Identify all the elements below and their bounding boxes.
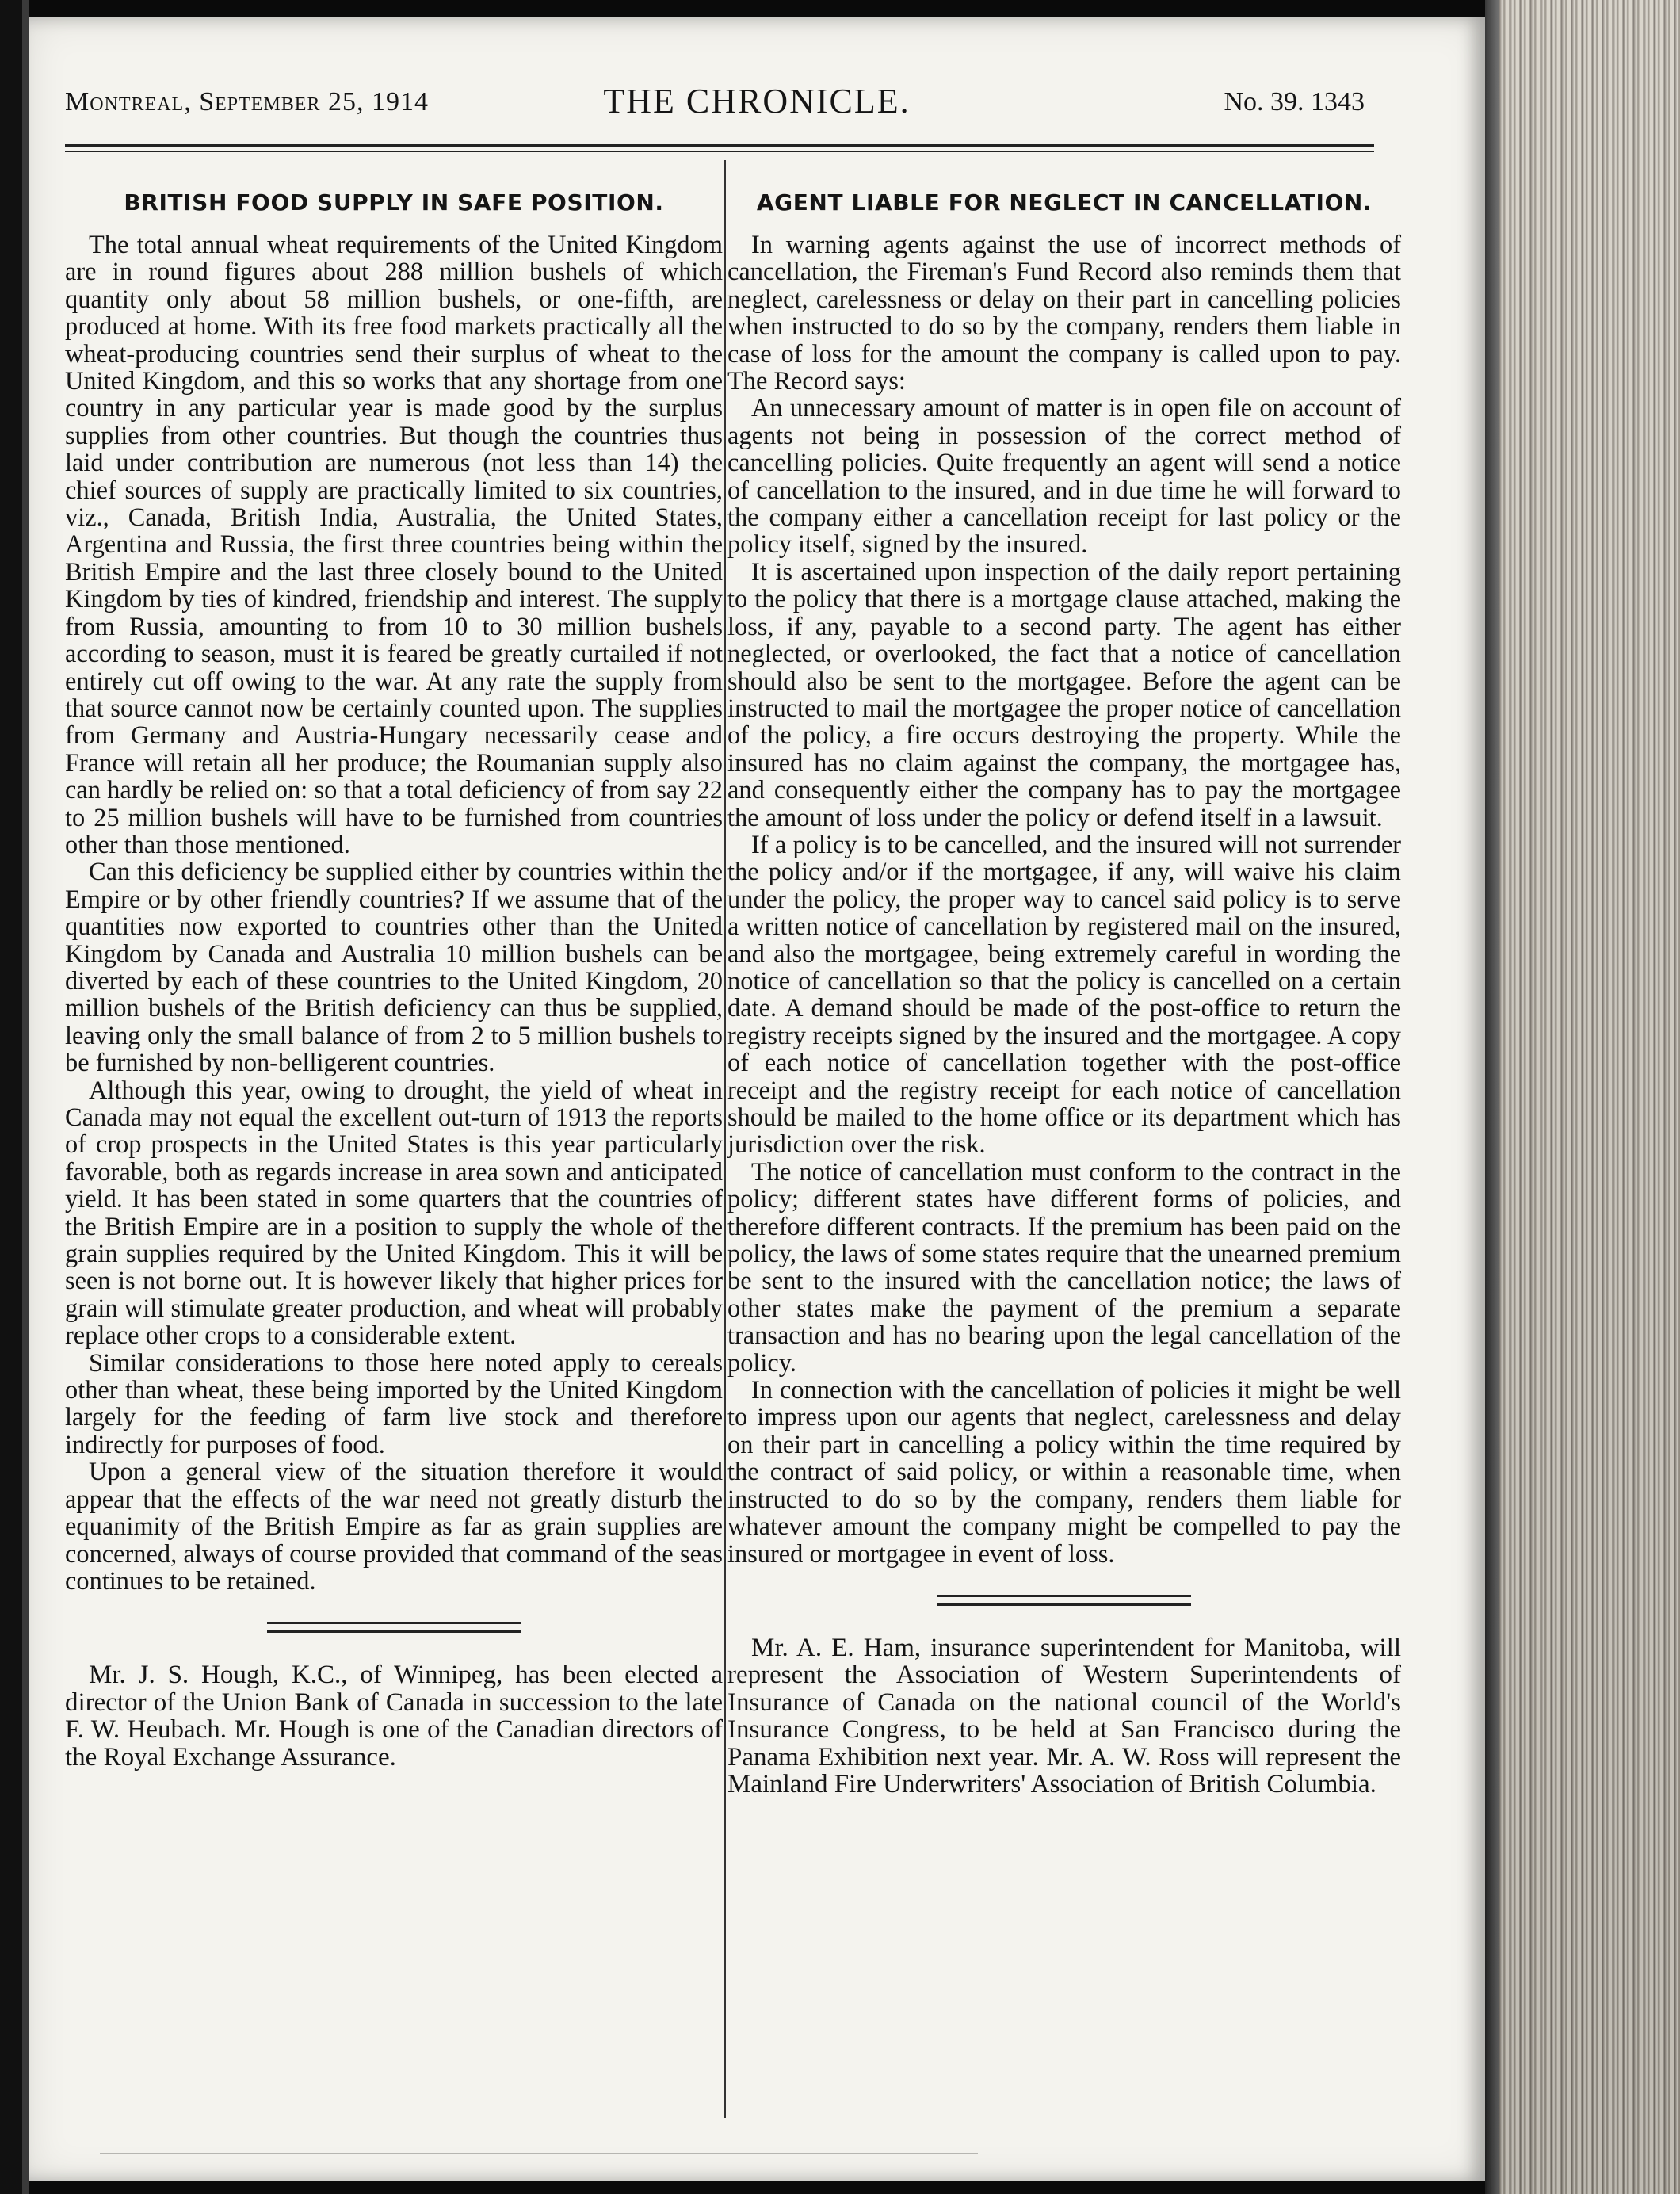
header-publication-title: THE CHRONICLE. <box>603 82 911 120</box>
news-note: Mr. A. E. Ham, insurance superintendent for Manitoba, will represent the Association of Western Superintendents of Insurance of Canada on the national council of the World's Insurance Congress, to be held at San Francisco during the Panama Exhibition next year. Mr. A. W. Ross will represent the Mainland Fire Underwriters' Association of British Columbia. <box>727 1633 1401 1799</box>
article-paragraph: An unnecessary amount of matter is in open file on account of agents not being in possession of the correct method of cancelling policies. Quite frequently an agent will send a notice of cancellation to the insured, and in due time he will forward to the company either a cancellation receipt for last policy or the policy itself, signed by the insured. <box>727 394 1401 560</box>
left-column <box>65 180 723 1771</box>
news-note: Mr. J. S. Hough, K.C., of Winnipeg, has been elected a director of the Union Bank of Canada in succession to the late F. W. Heubach. Mr. Hough is one of the Canadian directors of the Royal Exchange Assurance. <box>65 1661 723 1772</box>
article-paragraph: Can this deficiency be supplied either by countries within the Empire or by other friendly countries? If we assume that of the quantities now exported to countries other than the United Kingdom by Canada and Australia 10 million bushels can be diverted by each of these countries to the United Kingdom, 20 million bushels of the British deficiency can thus be supplied, leaving only the small balance of from 2 to 5 million bushels to be furnished by non-belligerent countries. <box>65 858 723 1078</box>
article-paragraph: The total annual wheat requirements of the United Kingdom are in round figures about 288 million bushels of which quantity only about 58 million bushels, or one-fifth, are produced at home. With its free food markets practically all the wheat-producing countries send their surplus of wheat to the United Kingdom, and this so works that any shortage from one country in any particular year is made good by the surplus supplies from other countries. But though the countries thus laid under contribution are numerous (not less than 14) the chief sources of supply are practically limited to six countries, viz., Canada, British India, Australia, the United States, Argentina and Russia, the first three countries being within the British Empire and the last three closely bound to the United Kingdom by ties of kindred, friendship and interest. The supply from Russia, amounting to from 10 to 30 million bushels according to season, must it is feared be greatly curtailed if not entirely cut off owing to the war. At any rate the supply from that source cannot now be certainly counted upon. The supplies from Germany and Austria-Hungary necessarily cease and France will retain all her produce; the Roumanian supply also can hardly be relied on: so that a total deficiency of from say 22 to 25 million bushels will have to be furnished from countries other than those mentioned. <box>65 231 723 859</box>
newspaper-page <box>29 17 1485 2181</box>
section-divider <box>937 1595 1191 1606</box>
article-paragraph: The notice of cancellation must conform to the contract in the policy; different states have different forms of policies, and therefore different contracts. If the premium has been paid on the policy, the laws of some states require that the unearned premium be sent to the insured with the cancellation notice; the laws of other states make the payment of the premium a separate transaction and has no bearing upon the legal cancellation of the policy. <box>727 1157 1401 1378</box>
article-headline: AGENT LIABLE FOR NEGLECT IN CANCELLATION. <box>756 189 1373 216</box>
section-divider <box>267 1622 521 1633</box>
article-paragraph: It is ascertained upon inspection of the daily report pertaining to the policy that there is a mortgage clause attached, making the loss, if any, payable to a second party. The agent has either neglected, or overlooked, the fact that a notice of cancellation should also be sent to the mortgagee. Before the agent can be instructed to mail the mortgagee the proper notice of cancellation of the policy, a fire occurs destroying the property. While the insured has no claim against the company, the mortgagee has, and consequently either the company has to pay the mortgagee the amount of loss under the policy or defend itself in a lawsuit. <box>727 557 1401 832</box>
article-paragraph: In warning agents against the use of incorrect methods of cancellation, the Fireman's Fund Record also reminds them that neglect, carelessness or delay on their part in cancelling policies when instructed to do so by the company, renders them liable in case of loss for the amount the company is called upon to pay. The Record says: <box>727 231 1401 396</box>
running-header <box>29 82 1485 143</box>
column-divider <box>724 160 726 2118</box>
article-paragraph: In connection with the cancellation of policies it might be well to impress upon our agents that neglect, carelessness and delay on their part in cancelling a policy within the time required by the contract of said policy, or within a reasonable time, when instructed to do so by the company, renders them liable for whatever amount the company might be compelled to pay the insured or mortgagee in event of loss. <box>727 1376 1401 1569</box>
scan-border-left <box>0 0 29 2194</box>
article-paragraph: If a policy is to be cancelled, and the insured will not surrender the policy and/or if the mortgagee, if any, will waive his claim under the policy, the proper way to cancel said policy is to serve a written notice of cancellation by registered mail on the insured, and also the mortgagee, being extremely careful in wording the notice of cancellation so that the policy is cancelled on a certain date. A demand should be made of the post-office to return the registry receipts signed by the insured and the mortgagee. A copy of each notice of cancellation together with the post-office receipt and the registry receipt for each notice of cancellation should be mailed to the home office or its department which has jurisdiction over the risk. <box>727 830 1401 1160</box>
header-rule <box>65 144 1374 152</box>
header-dateline: Montreal, September 25, 1914 <box>65 87 429 117</box>
right-column <box>727 180 1401 1798</box>
page-bottom-mark <box>100 2153 978 2154</box>
header-issue-page: No. 39. 1343 <box>1224 87 1365 117</box>
article-paragraph: Although this year, owing to drought, the yield of wheat in Canada may not equal the excellent out-turn of 1913 the reports of crop prospects in the United States is this year particularly favorable, both as regards increase in area sown and anticipated yield. It has been stated in some quarters that the countries of the British Empire are in a position to supply the whole of the grain supplies required by the United Kingdom. This it will be seen is not borne out. It is however likely that higher prices for grain will stimulate greater production, and wheat will probably replace other crops to a considerable extent. <box>65 1076 723 1351</box>
article-headline: BRITISH FOOD SUPPLY IN SAFE POSITION. <box>124 189 664 216</box>
article-paragraph: Similar considerations to those here noted apply to cereals other than wheat, these being imported by the United Kingdom largely for the feeding of farm live stock and therefore indirectly for purposes of food. <box>65 1348 723 1459</box>
book-page-edges <box>1485 0 1680 2194</box>
article-paragraph: Upon a general view of the situation therefore it would appear that the effects of the war need not greatly disturb the equanimity of the British Empire as far as grain supplies are concerned, always of course provided that command of the seas continues to be retained. <box>65 1458 723 1596</box>
